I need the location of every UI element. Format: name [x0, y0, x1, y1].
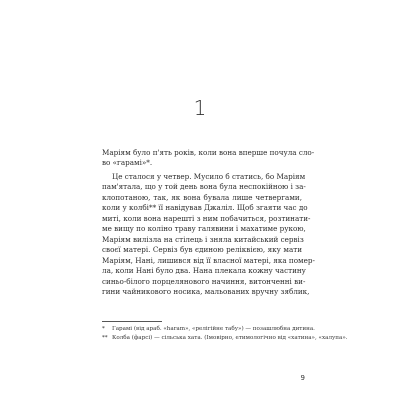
- footnote-mark: **: [102, 335, 108, 341]
- footnote-mark: *: [102, 326, 105, 332]
- body-line: коли у колбі** її навідував Джаліл. Щоб згаяти час до: [102, 203, 308, 212]
- body-line: клопотаною, так, як вона бувала лише четвергами,: [102, 193, 302, 202]
- body-line: синьо-білого порцелянового начиння, витонченні ви-: [102, 277, 306, 286]
- footnote-text: Гарамі (від араб. «haram», «релігійне табу») — позашлюбна дитина.: [112, 326, 315, 332]
- footnote: [102, 334, 348, 342]
- body-line: своєї матері. Сервіз був єдиною реліквією, яку мати: [102, 245, 302, 254]
- body-line: Маріям вилізла на стілець і зняла китайський сервіз: [102, 235, 304, 244]
- body-line: ла, коли Нані було два. Нана плекала кожну частину: [102, 266, 306, 275]
- footnote-text: Колба (фарсі) — сільська хата. (Імовірно, етимологічно від «хатина», «халупа».: [112, 335, 348, 341]
- page-number: 9: [300, 374, 305, 382]
- body-line: Маріям було п'ять років, коли вона вперше почула сло-: [102, 148, 315, 157]
- body-line: пам'ятала, що у той день вона була неспокійною і за-: [102, 182, 306, 191]
- body-line: миті, коли вона нарешті з ним побачиться, розтинати-: [102, 214, 311, 223]
- footnote: [102, 325, 315, 333]
- body-line: Це сталося у четвер. Мусило б статись, бо Маріям: [112, 172, 306, 181]
- body-line: гини чайникового носика, мальованих вручну зяблик,: [102, 287, 310, 296]
- body-line: ме вищу по коліно траву галявини і махатиме рукою,: [102, 224, 306, 233]
- chapter-number: 1: [193, 96, 207, 120]
- footnote-divider: [102, 321, 162, 322]
- body-line: Маріям, Нані, лишився від її власної матері, яка помер-: [102, 256, 315, 265]
- body-line: во «гарамі»*.: [102, 158, 153, 167]
